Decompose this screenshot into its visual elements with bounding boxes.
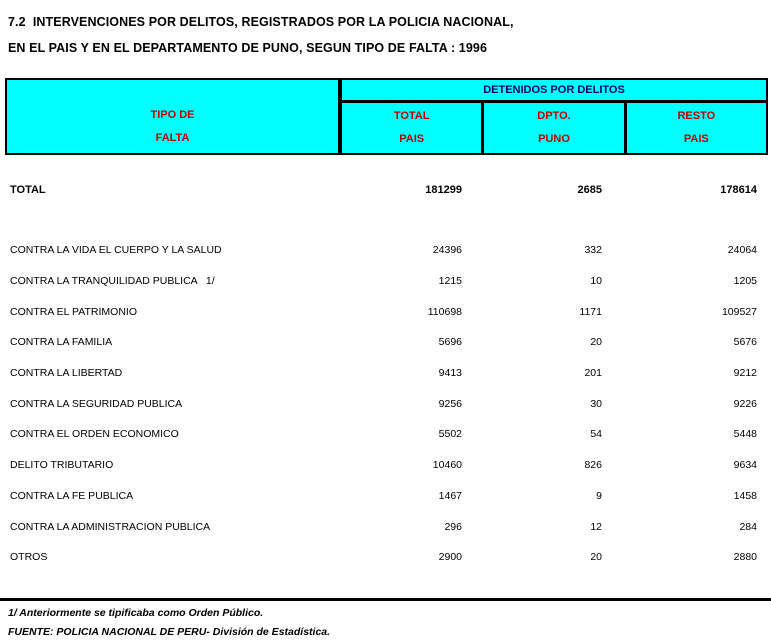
column-header-dpto-puno [481,103,623,153]
column-header-line: TOTAL [393,110,430,122]
row-total-pais: 1215 [438,275,462,288]
column-header-resto-pais [624,103,766,153]
column-header-line: RESTO [677,110,716,122]
stub-header-cell [7,80,342,153]
row-dpto-puno: 20 [590,551,602,564]
title-line-1: 7.2 INTERVENCIONES POR DELITOS, REGISTRADOS POR LA POLICIA NACIONAL, [8,15,514,29]
stub-header-line-1: TIPO DE [150,109,195,121]
row-label: CONTRA LA LIBERTAD [10,367,123,380]
row-total-pais: 110698 [427,305,462,318]
table-row [0,450,771,481]
row-dpto-puno: 1171 [579,305,602,318]
stub-header-line-2: FALTA [155,132,190,144]
table-row [0,296,771,327]
row-resto-pais: 9212 [733,367,757,380]
row-total-pais: 10460 [432,459,462,472]
row-resto-pais: 24064 [727,244,757,257]
row-resto-pais: 109527 [721,305,757,318]
row-total-pais: 9256 [438,397,462,410]
column-headers [342,103,766,153]
row-resto-pais: 2880 [733,551,757,564]
column-header-line: PAIS [399,133,425,145]
total-row-total-pais: 181299 [425,184,462,196]
table-row [0,327,771,358]
row-resto-pais: 1458 [733,489,757,502]
table-row [0,419,771,450]
row-dpto-puno: 30 [590,397,602,410]
column-header-line: DPTO. [537,110,571,122]
row-label: CONTRA LA FAMILIA [10,336,113,349]
row-total-pais: 9413 [438,367,462,380]
row-total-pais: 1467 [438,489,462,502]
table-row [0,542,771,573]
row-resto-pais: 5676 [733,336,757,349]
footnote-1: 1/ Anteriormente se tipificaba como Orden Público. [8,607,264,619]
row-total-pais: 2900 [438,551,462,564]
table-row [0,358,771,389]
footnote-source: FUENTE: POLICIA NACIONAL DE PERU- División de Estadística. [8,626,331,638]
row-total-pais: 5502 [438,428,462,441]
row-label: CONTRA LA FE PUBLICA [10,489,134,502]
column-header-line: PAIS [683,133,709,145]
row-total-pais: 296 [444,520,462,533]
table-row [0,511,771,542]
row-resto-pais: 9634 [733,459,757,472]
total-row-dpto-puno: 2685 [577,184,602,196]
total-row-label: TOTAL [10,184,46,196]
page-title [0,0,771,61]
row-label: CONTRA LA ADMINISTRACION PUBLICA [10,520,211,533]
row-dpto-puno: 10 [590,275,602,288]
row-resto-pais: 5448 [733,428,757,441]
total-row-resto-pais: 178614 [720,184,757,196]
row-label: DELITO TRIBUTARIO [10,459,114,472]
table-body [0,235,771,573]
column-header-total-pais [342,103,481,153]
row-dpto-puno: 201 [584,367,602,380]
row-total-pais: 5696 [438,336,462,349]
group-header-cell: DETENIDOS POR DELITOS [342,80,766,103]
row-dpto-puno: 12 [590,520,602,533]
row-dpto-puno: 54 [590,428,602,441]
table-row [0,481,771,512]
row-dpto-puno: 20 [590,336,602,349]
row-dpto-puno: 9 [596,489,602,502]
row-label: CONTRA EL PATRIMONIO [10,305,137,318]
table-row [0,235,771,266]
table-row [0,266,771,297]
row-resto-pais: 1205 [733,275,757,288]
row-label: OTROS [10,551,48,564]
row-total-pais: 24396 [432,244,462,257]
table-row [0,388,771,419]
row-resto-pais: 9226 [733,397,757,410]
footer-divider [0,598,771,601]
table-header [5,78,768,155]
row-resto-pais: 284 [739,520,757,533]
row-label: CONTRA EL ORDEN ECONOMICO [10,428,179,441]
header-right-section [342,80,766,153]
footnotes [8,604,330,642]
table-total-row [0,181,771,199]
row-label: CONTRA LA VIDA EL CUERPO Y LA SALUD [10,244,222,257]
row-dpto-puno: 826 [584,459,602,472]
row-label: CONTRA LA SEGURIDAD PUBLICA [10,397,183,410]
row-dpto-puno: 332 [584,244,602,257]
row-label: CONTRA LA TRANQUILIDAD PUBLICA 1/ [10,275,215,288]
title-line-2: EN EL PAIS Y EN EL DEPARTAMENTO DE PUNO, SEGUN TIPO DE FALTA : 1996 [8,41,488,55]
column-header-line: PUNO [538,133,570,145]
